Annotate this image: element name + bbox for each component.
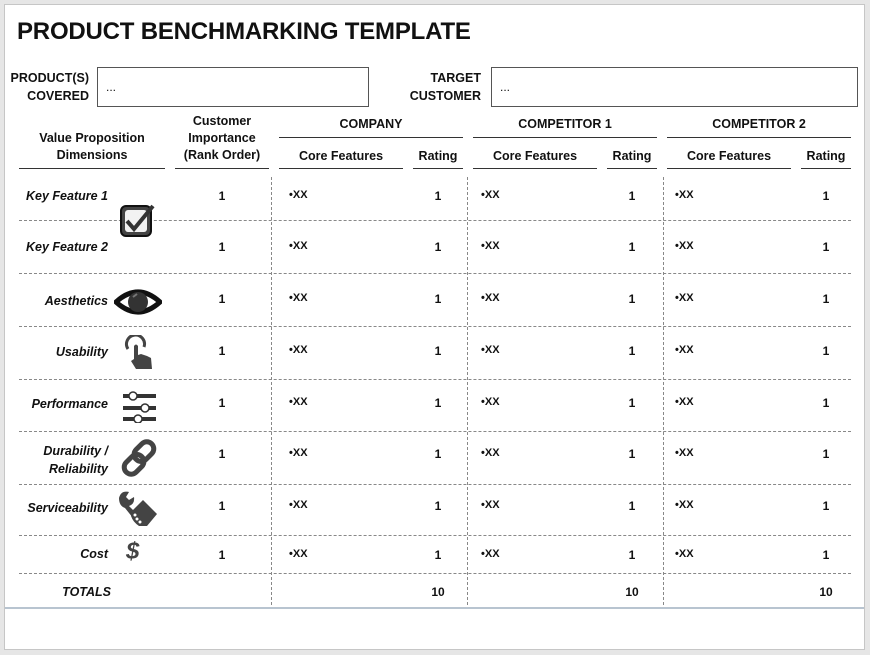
competitor-1-rating[interactable]: 1 (628, 396, 636, 410)
divider (19, 168, 165, 169)
header-company-rating: Rating (418, 149, 458, 163)
divider (473, 168, 597, 169)
dimension-label: Serviceability (27, 501, 108, 515)
company-rating[interactable]: 1 (434, 240, 442, 254)
header-competitor-1-core-features: Core Features (492, 149, 578, 163)
competitor-2-rating[interactable]: 1 (822, 447, 830, 461)
company-feature[interactable]: •XX (289, 548, 308, 560)
competitor-1-feature[interactable]: •XX (481, 447, 500, 459)
header-competitor-1: COMPETITOR 1 (518, 117, 612, 131)
page-bottom-divider (5, 607, 864, 609)
touch-hand-icon (124, 335, 156, 376)
company-rating[interactable]: 1 (434, 548, 442, 562)
competitor-1-feature[interactable]: •XX (481, 189, 500, 201)
competitor-2-rating[interactable]: 1 (822, 396, 830, 410)
target-customer-label: TARGET CUSTOMER (409, 71, 481, 103)
importance-value[interactable]: 1 (218, 447, 226, 461)
divider (667, 137, 851, 138)
row-divider (19, 326, 851, 327)
divider (801, 168, 851, 169)
company-total: 10 (431, 585, 445, 599)
dimension-label: Key Feature 2 (26, 240, 108, 254)
page-title: PRODUCT BENCHMARKING TEMPLATE (17, 18, 471, 45)
competitor-1-feature[interactable]: •XX (481, 396, 500, 408)
competitor-2-feature[interactable]: •XX (675, 344, 694, 356)
document-page (4, 4, 865, 650)
company-feature[interactable]: •XX (289, 499, 308, 511)
competitor-2-rating[interactable]: 1 (822, 292, 830, 306)
competitor-2-feature[interactable]: •XX (675, 447, 694, 459)
header-competitor-2: COMPETITOR 2 (712, 117, 806, 131)
competitor-1-rating[interactable]: 1 (628, 240, 636, 254)
target-customer-input[interactable]: ... (491, 67, 858, 107)
eye-icon (114, 288, 162, 321)
company-feature[interactable]: •XX (289, 447, 308, 459)
importance-value[interactable]: 1 (218, 396, 226, 410)
products-covered-label: PRODUCT(S) COVERED (10, 71, 89, 103)
divider (279, 168, 403, 169)
row-divider (19, 535, 851, 536)
competitor-1-rating[interactable]: 1 (628, 499, 636, 513)
competitor-1-rating[interactable]: 1 (628, 344, 636, 358)
checkbox-icon (119, 202, 157, 245)
row-divider (19, 379, 851, 380)
company-rating[interactable]: 1 (434, 396, 442, 410)
divider (279, 137, 463, 138)
competitor-2-rating[interactable]: 1 (822, 344, 830, 358)
competitor-1-feature[interactable]: •XX (481, 240, 500, 252)
wrench-hand-icon (117, 488, 159, 535)
row-divider (19, 484, 851, 485)
header-competitor-1-rating: Rating (612, 149, 652, 163)
dollar-icon: $ (126, 538, 140, 565)
competitor-2-rating[interactable]: 1 (822, 189, 830, 203)
dimension-label: Durability / Reliability (43, 444, 108, 476)
competitor-1-rating[interactable]: 1 (628, 447, 636, 461)
competitor-2-feature[interactable]: •XX (675, 396, 694, 408)
competitor-2-feature[interactable]: •XX (675, 240, 694, 252)
divider (667, 168, 791, 169)
company-feature[interactable]: •XX (289, 189, 308, 201)
competitor-2-rating[interactable]: 1 (822, 548, 830, 562)
importance-value[interactable]: 1 (218, 548, 226, 562)
totals-label: TOTALS (62, 585, 111, 599)
competitor-1-rating[interactable]: 1 (628, 292, 636, 306)
column-divider (467, 177, 468, 605)
header-customer-importance: Customer Importance (Rank Order) (183, 114, 261, 162)
competitor-1-feature[interactable]: •XX (481, 292, 500, 304)
competitor-1-feature[interactable]: •XX (481, 344, 500, 356)
company-feature[interactable]: •XX (289, 344, 308, 356)
importance-value[interactable]: 1 (218, 240, 226, 254)
sliders-icon (122, 389, 158, 428)
company-rating[interactable]: 1 (434, 344, 442, 358)
company-rating[interactable]: 1 (434, 447, 442, 461)
header-competitor-2-rating: Rating (806, 149, 846, 163)
competitor-1-total: 10 (625, 585, 639, 599)
divider (175, 168, 269, 169)
importance-value[interactable]: 1 (218, 344, 226, 358)
header-dimensions: Value Proposition Dimensions (39, 131, 145, 162)
dimension-label: Performance (31, 397, 108, 411)
competitor-1-feature[interactable]: •XX (481, 499, 500, 511)
company-feature[interactable]: •XX (289, 240, 308, 252)
chain-link-icon (119, 438, 159, 483)
column-divider (663, 177, 664, 605)
competitor-1-rating[interactable]: 1 (628, 189, 636, 203)
header-company-core-features: Core Features (298, 149, 384, 163)
importance-value[interactable]: 1 (218, 499, 226, 513)
company-feature[interactable]: •XX (289, 292, 308, 304)
column-divider (271, 177, 272, 605)
importance-value[interactable]: 1 (218, 189, 226, 203)
competitor-2-feature[interactable]: •XX (675, 548, 694, 560)
competitor-2-feature[interactable]: •XX (675, 499, 694, 511)
header-competitor-2-core-features: Core Features (686, 149, 772, 163)
row-divider (19, 573, 851, 574)
competitor-2-feature[interactable]: •XX (675, 292, 694, 304)
competitor-2-rating[interactable]: 1 (822, 240, 830, 254)
competitor-1-rating[interactable]: 1 (628, 548, 636, 562)
competitor-2-feature[interactable]: •XX (675, 189, 694, 201)
company-rating[interactable]: 1 (434, 292, 442, 306)
company-feature[interactable]: •XX (289, 396, 308, 408)
dimension-label: Aesthetics (44, 294, 108, 308)
divider (607, 168, 657, 169)
competitor-2-rating[interactable]: 1 (822, 499, 830, 513)
company-rating[interactable]: 1 (434, 189, 442, 203)
header-company: COMPANY (339, 117, 403, 131)
divider (473, 137, 657, 138)
dimension-label: Key Feature 1 (26, 189, 108, 203)
competitor-2-total: 10 (819, 585, 833, 599)
row-divider (19, 273, 851, 274)
competitor-1-feature[interactable]: •XX (481, 548, 500, 560)
importance-value[interactable]: 1 (218, 292, 226, 306)
dimension-label: Usability (55, 345, 108, 359)
divider (413, 168, 463, 169)
company-rating[interactable]: 1 (434, 499, 442, 513)
row-divider (19, 431, 851, 432)
dimension-label: Cost (80, 547, 108, 561)
products-covered-input[interactable]: ... (97, 67, 369, 107)
